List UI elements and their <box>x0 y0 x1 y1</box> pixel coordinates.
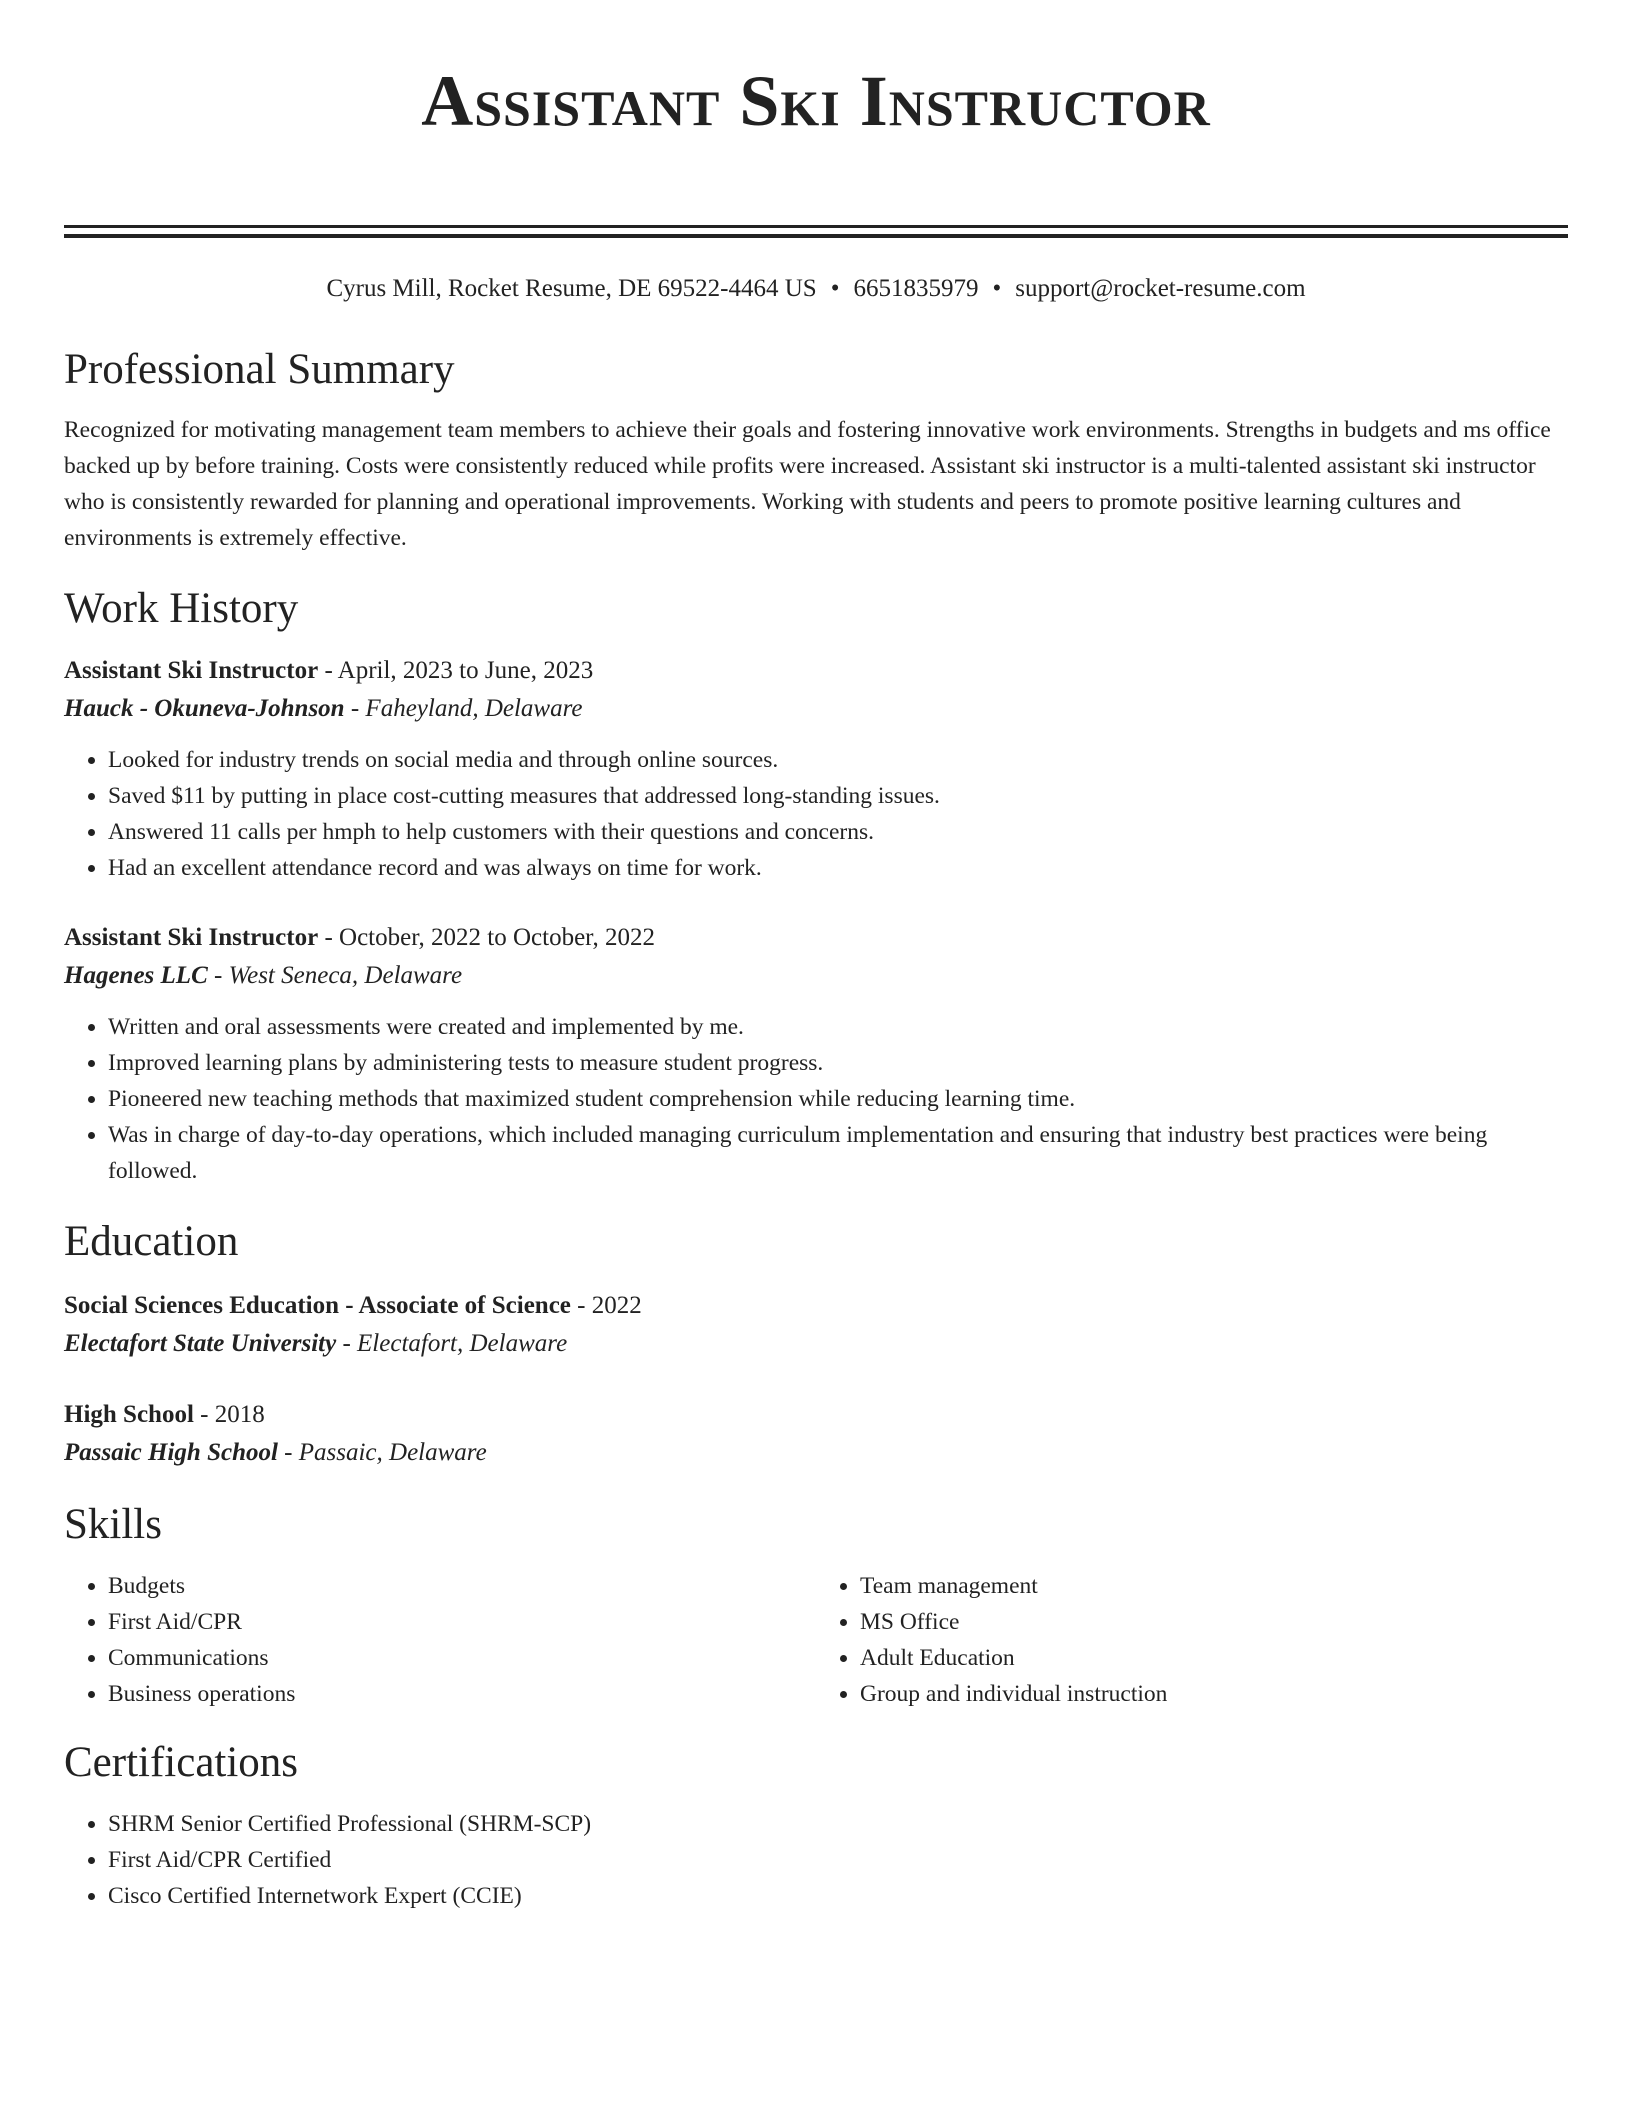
job-entry <box>64 919 1568 1189</box>
education-degree-line <box>64 1287 1568 1325</box>
skills-grid <box>64 1568 1568 1712</box>
education-year: - 2018 <box>193 1401 265 1428</box>
skills-column-right <box>816 1568 1568 1712</box>
contact-line <box>64 273 1568 305</box>
work-history-section <box>64 584 1568 1189</box>
contact-phone: 6651835979 <box>853 275 979 302</box>
job-title-line <box>64 652 1568 690</box>
certification-item: • First Aid/CPR Certified <box>108 1842 1568 1878</box>
job-company-line <box>64 690 1568 728</box>
job-location: - West Seneca, Delaware <box>207 962 463 989</box>
education-degree: Social Sciences Education - Associate of Science <box>64 1292 571 1319</box>
job-company-line <box>64 957 1568 995</box>
job-role: Assistant Ski Instructor <box>64 657 319 684</box>
education-school-line <box>64 1325 1568 1363</box>
job-bullet: • Looked for industry trends on social media and through online sources. <box>108 742 1568 778</box>
skill-item: • Budgets <box>108 1568 816 1604</box>
job-bullets <box>64 742 1568 886</box>
job-location: - Faheyland, Delaware <box>344 695 583 722</box>
skills-heading: Skills <box>64 1501 162 1548</box>
education-entry <box>64 1396 1568 1472</box>
job-bullets <box>64 1009 1568 1189</box>
skill-item: • Adult Education <box>860 1640 1568 1676</box>
skills-section <box>64 1500 1568 1712</box>
certifications-heading: Certifications <box>64 1739 299 1786</box>
summary-section <box>64 345 1568 556</box>
summary-text: Recognized for motivating management team members to achieve their goals and fostering innovative work environments. Strengths in budgets and ms office backed up by before training. Costs were consistently reduced while profits were increased. Assistant ski instructor is a multi-talented assistant ski instructor who is consistently rewarded for planning and operational improvements. Working with students and peers to promote positive learning cultures and environments is extremely effective. <box>64 417 1551 551</box>
resume-name: Assistant Ski Instructor <box>421 61 1211 141</box>
education-section <box>64 1217 1568 1472</box>
certification-item: • SHRM Senior Certified Professional (SHRM-SCP) <box>108 1806 1568 1842</box>
job-bullet: • Answered 11 calls per hmph to help customers with their questions and concerns. <box>108 814 1568 850</box>
contact-separator: • <box>830 275 840 302</box>
header-rule-thin <box>64 225 1568 228</box>
certifications-section <box>64 1738 1568 1914</box>
education-location: - Passaic, Delaware <box>277 1439 487 1466</box>
education-school-line <box>64 1434 1568 1472</box>
work-history-heading: Work History <box>64 585 299 632</box>
job-bullet: • Improved learning plans by administering tests to measure student progress. <box>108 1045 1568 1081</box>
contact-separator: • <box>992 275 1002 302</box>
contact-email: support@rocket-resume.com <box>1015 275 1306 302</box>
education-degree-line <box>64 1396 1568 1434</box>
job-bullet: • Saved $11 by putting in place cost-cutting measures that addressed long-standing issues. <box>108 778 1568 814</box>
education-heading: Education <box>64 1218 239 1265</box>
job-company: Hauck - Okuneva-Johnson <box>64 695 345 722</box>
skill-item: • Group and individual instruction <box>860 1676 1568 1712</box>
job-bullet: • Had an excellent attendance record and was always on time for work. <box>108 850 1568 886</box>
certifications-list <box>64 1806 1568 1914</box>
contact-address: Cyrus Mill, Rocket Resume, DE 69522-4464 US <box>326 275 817 302</box>
education-degree: High School <box>64 1401 194 1428</box>
job-dates: - April, 2023 to June, 2023 <box>318 657 594 684</box>
skills-column-left <box>64 1568 816 1712</box>
certification-item: • Cisco Certified Internetwork Expert (CCIE) <box>108 1878 1568 1914</box>
job-title-line <box>64 919 1568 957</box>
education-entry <box>64 1287 1568 1363</box>
job-bullet: • Was in charge of day-to-day operations, which included managing curriculum implementation and ensuring that industry best practices were being followed. <box>108 1117 1568 1189</box>
skill-item: • Team management <box>860 1568 1568 1604</box>
job-role: Assistant Ski Instructor <box>64 924 319 951</box>
job-dates: - October, 2022 to October, 2022 <box>318 924 656 951</box>
skill-item: • Business operations <box>108 1676 816 1712</box>
job-bullet: • Pioneered new teaching methods that maximized student comprehension while reducing learning time. <box>108 1081 1568 1117</box>
education-school: Passaic High School <box>64 1439 278 1466</box>
summary-heading: Professional Summary <box>64 346 455 393</box>
education-location: - Electafort, Delaware <box>336 1330 568 1357</box>
job-entry <box>64 652 1568 886</box>
education-year: - 2022 <box>570 1292 642 1319</box>
job-bullet: • Written and oral assessments were created and implemented by me. <box>108 1009 1568 1045</box>
education-school: Electafort State University <box>64 1330 337 1357</box>
job-company: Hagenes LLC <box>64 962 208 989</box>
resume-page <box>64 0 1568 1914</box>
skill-item: • Communications <box>108 1640 816 1676</box>
header-rule-thick <box>64 234 1568 238</box>
skill-item: • MS Office <box>860 1604 1568 1640</box>
skill-item: • First Aid/CPR <box>108 1604 816 1640</box>
